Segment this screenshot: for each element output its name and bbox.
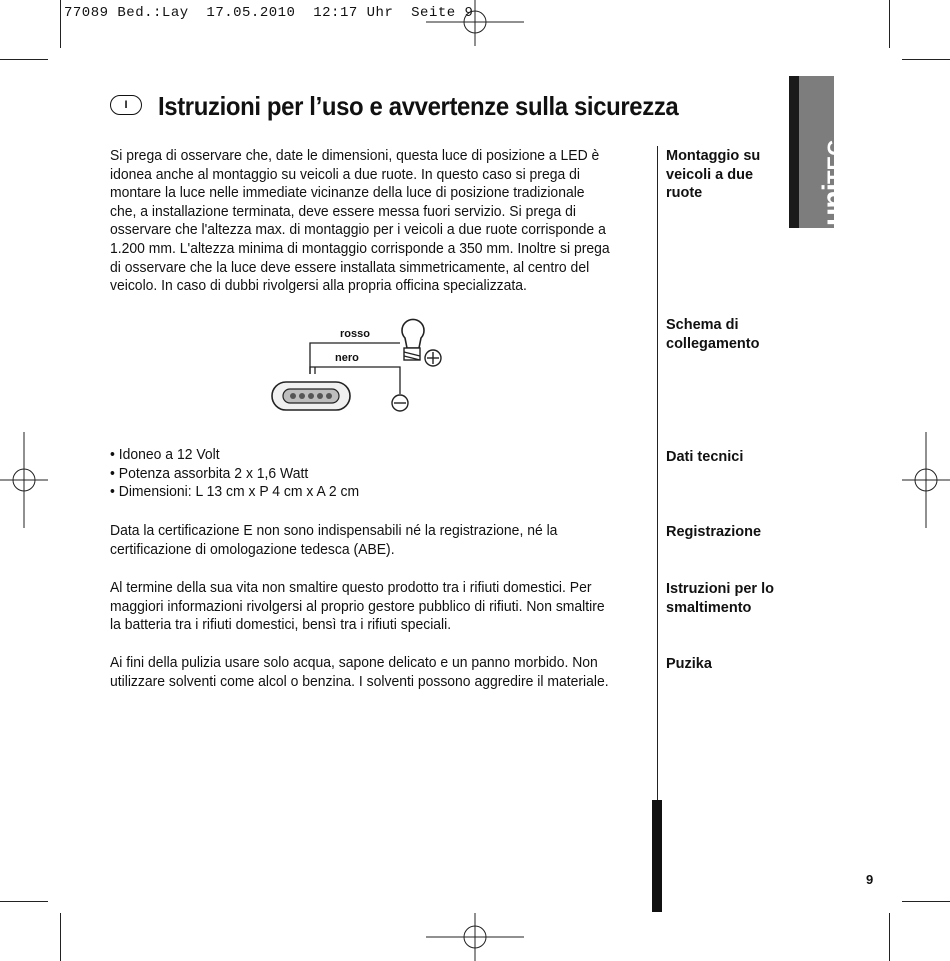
print-slug: 77089 Bed.:Lay 17.05.2010 12:17 Uhr Seite 9 (64, 5, 474, 21)
language-badge: I (110, 95, 142, 115)
crop-mark (889, 0, 890, 48)
registration-text: Data la certificazione E non sono indispensabili né la registrazione, né la certificazione di omologazione tedesca (ABE). (110, 522, 558, 558)
crop-mark (60, 0, 61, 48)
brand-logo (789, 76, 850, 228)
page-number: 9 (866, 872, 874, 887)
registration-mark-right-icon (902, 432, 950, 528)
crop-mark (0, 59, 48, 60)
disposal-text: Al termine della sua vita non smaltire questo prodotto tra i rifiuti domestici. Per maggiori informazioni rivolgersi al proprio gestore pubblico di rifiuti. Non smaltire la batteria tra i rifiuti domestici, bensì tra i rifiuti speciali. (110, 579, 605, 634)
list-item: • Dimensioni: L 13 cm x P 4 cm x A 2 cm (110, 483, 359, 502)
crop-mark (889, 913, 890, 961)
cleaning-text: Ai fini della pulizia usare solo acqua, sapone delicato e un panno morbido. Non utilizzare solventi come alcol o benzina. I solventi possono aggredire il materiale. (110, 654, 609, 690)
crop-mark (0, 901, 48, 902)
logo-text (819, 140, 851, 226)
led-lamp-icon (272, 382, 350, 410)
registration-mark-top-icon (426, 0, 524, 46)
cleaning-label: Puzika (666, 656, 712, 672)
thumb-index-bar (652, 800, 662, 912)
crop-mark (902, 901, 950, 902)
list-item: • Potenza assorbita 2 x 1,6 Watt (110, 465, 359, 484)
column-divider (657, 146, 658, 802)
logo-tec: TEC (823, 140, 848, 184)
mounting-label: Montaggio su veicoli a due ruote (666, 148, 761, 202)
crop-mark (902, 59, 950, 60)
bulb-icon (402, 319, 424, 360)
mounting-text: Si prega di osservare che, date le dimensioni, questa luce di posizione a LED è idonea anche al montaggio su veicoli a due ruote. In questo caso si prega di montare la luce nelle immediate vicinanze della luce di posizione tradizionale che, a installazione terminata, deve essere messa fuori servizio. Si prega di osservare che l'altezza max. di montaggio per i veicoli a due ruote corrisponde a 1.200 mm. L'altezza minima di montaggio corrisponde a 350 mm. Inoltre si prega di osservare che la luce deve essere installata simmetricamente, al centro del veicolo. In caso di dubbi rivolgersi alla propria officina specializzata. (110, 147, 610, 295)
logo-uni: uni (817, 184, 850, 226)
tech-list (110, 446, 359, 502)
wire-label-black: nero (335, 352, 359, 364)
page-title: Istruzioni per l’uso e avvertenze sulla sicurezza (158, 91, 679, 121)
registration-mark-left-icon (0, 432, 48, 528)
disposal-label: Istruzioni per lo smaltimento (666, 581, 774, 616)
minus-terminal-icon (392, 395, 408, 411)
wiring-diagram (225, 312, 455, 422)
crop-mark (60, 913, 61, 961)
logo-dark-strip (789, 76, 799, 228)
wire-label-red: rosso (340, 328, 370, 340)
list-item: • Idoneo a 12 Volt (110, 446, 359, 465)
plus-terminal-icon (425, 350, 441, 366)
tech-label: Dati tecnici (666, 449, 744, 465)
registration-label: Registrazione (666, 524, 762, 540)
wiring-label: Schema di collegamento (666, 317, 760, 352)
registration-mark-bottom-icon (426, 913, 524, 961)
